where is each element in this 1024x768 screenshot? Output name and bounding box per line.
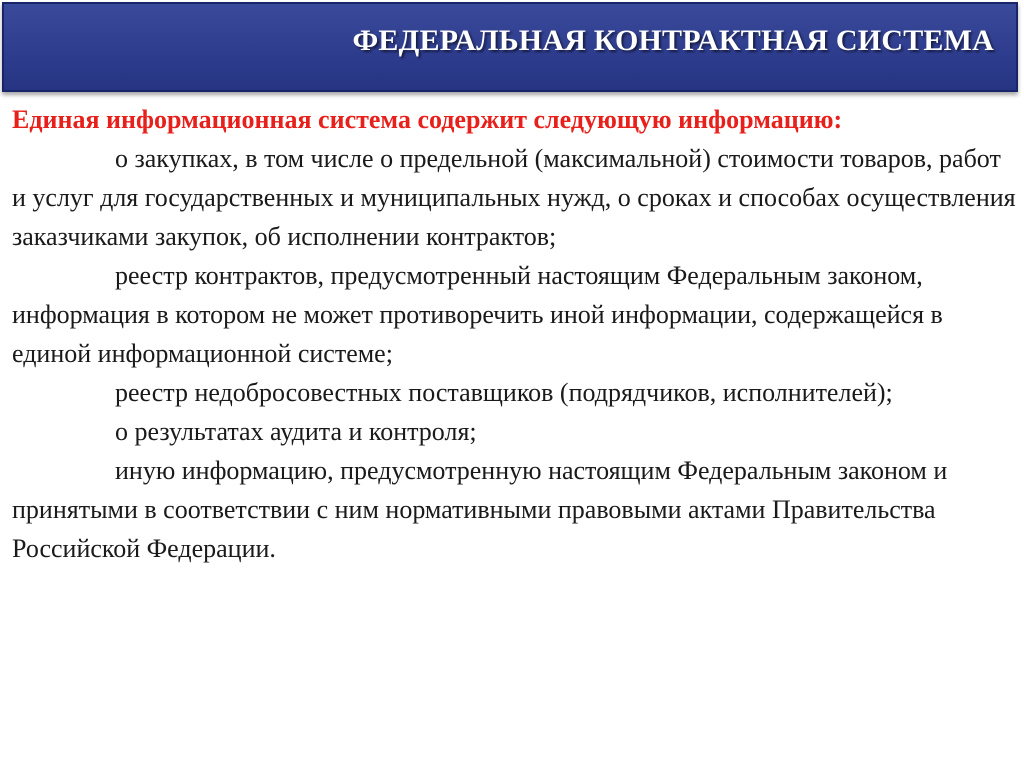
info-list [12,139,1016,568]
slide-title: ФЕДЕРАЛЬНАЯ КОНТРАКТНАЯ СИСТЕМА [352,24,994,57]
list-item: иную информацию, предусмотренную настоящим Федеральным законом и принятыми в соответствии с ним нормативными правовыми актами Правительства Российской Федерации. [12,456,948,563]
list-item: о результатах аудита и контроля; [115,417,477,446]
slide-body [12,100,1016,568]
list-item: о закупках, в том числе о предельной (максимальной) стоимости товаров, работ и услуг для государственных и муниципальных нужд, о сроках и способах осуществления заказчиками закупок, об исполнении контрактов; [12,144,1016,251]
list-item: реестр контрактов, предусмотренный настоящим Федеральным законом, информация в котором не может противоречить иной информации, содержащейся в единой информационной системе; [12,261,943,368]
lead-heading: Единая информационная система содержит следующую информацию: [12,105,843,134]
title-banner [2,2,1018,92]
list-item: реестр недобросовестных поставщиков (подрядчиков, исполнителей); [115,378,893,407]
